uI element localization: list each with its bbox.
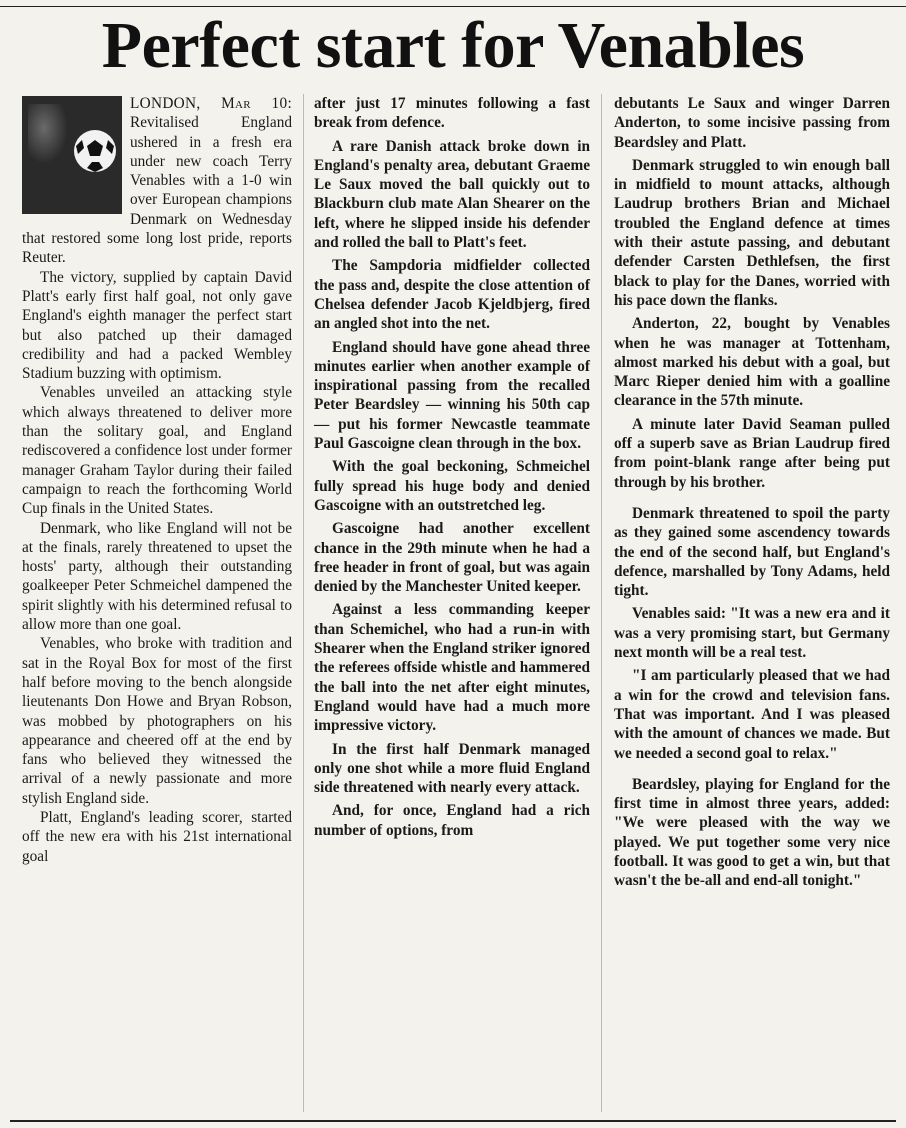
paragraph: Against a less commanding keeper than Schemichel, who had a run-in with Shearer when the England striker ignored the referees offside whistle and hammered the ball into the net after eight minutes, England would have had a much more impressive victory. <box>314 601 590 735</box>
paragraph: Platt, England's leading scorer, started off the new era with his 21st international goal <box>22 808 292 865</box>
paragraph: With the goal beckoning, Schmeichel fully spread his huge body and denied Gascoigne with an outstretched leg. <box>314 458 590 514</box>
paragraph: Denmark threatened to spoil the party as they gained some ascendency towards the end of the second half, but England's defence, marshalled by Tony Adams, held tight. <box>614 504 890 600</box>
paragraph: In the first half Denmark managed only one shot while a more fluid England side threatened with nearly every attack. <box>314 740 590 797</box>
article-column-1 <box>22 94 292 866</box>
paragraph: Gascoigne had another excellent chance in the 29th minute when he had a free header in front of goal, but was again denied by the Manchester United keeper. <box>314 520 590 596</box>
paragraph: And, for once, England had a rich number of options, from <box>314 802 590 839</box>
column-divider <box>303 94 304 1112</box>
paragraph: Venables unveiled an attacking style which always threatened to deliver more than the solitary goal, and England rediscovered a confidence lost under former manager Graham Taylor during their failed campaign to reach the forthcoming World Cup finals in the United States. <box>22 384 292 518</box>
paragraph: Beardsley, playing for England for the first time in almost three years, added: "We were pleased with the way we played. We put together some very nice football. It was good to get a win, but that wasn't the be-all and end-all tonight." <box>614 775 890 890</box>
football-photo <box>22 96 122 214</box>
paragraph: Anderton, 22, bought by Venables when he was manager at Tottenham, almost marked his debut with a goal, but Marc Rieper denied him with a goalline clearance in the 57th minute. <box>614 315 890 410</box>
headline: Perfect start for Venables <box>101 9 805 82</box>
paragraph: Venables said: "It was a new era and it was a very promising start, but Germany next month will be a real test. <box>614 605 890 662</box>
paragraph: after just 17 minutes following a fast break from defence. <box>314 95 590 132</box>
lead-text: Revitalised England ushered in a fresh era under new coach Terry Venables with a 1-0 win over European champions Denmark on Wednesday that restored some long lost pride, reports Reuter. <box>22 114 292 267</box>
paragraph: Denmark, who like England will not be at the finals, rarely threatened to upset the hosts' party, although their outstanding goalkeeper Peter Schmeichel dampened the spirit slightly with his determined refusal to allow more than one goal. <box>22 519 292 634</box>
bottom-rule <box>10 1120 896 1122</box>
paragraph: The Sampdoria midfielder collected the pass and, despite the close attention of Chelsea defender Jacob Kjeldbjerg, fired an angled shot into the net. <box>314 257 590 333</box>
article-column-2 <box>314 94 590 844</box>
football-icon <box>72 126 118 176</box>
paragraph: The victory, supplied by captain David Platt's early first half goal, not only gave England's eighth manager the perfect start but also patched up their damaged credibility and had a packed Wembley Stadium buzzing with optimism. <box>22 268 292 383</box>
paragraph: A minute later David Seaman pulled off a superb save as Brian Laudrup fired from point-blank range after being put through by his brother. <box>614 415 890 491</box>
paragraph: debutants Le Saux and winger Darren Anderton, to some incisive passing from Beardsley and Platt. <box>614 95 890 151</box>
paragraph: England should have gone ahead three minutes earlier when another example of inspirational passing from the recalled Peter Beardsley — winning his 50th cap — put his former Newcastle teammate Paul Gascoigne clean through in the box. <box>314 338 590 453</box>
paragraph: A rare Danish attack broke down in England's penalty area, debutant Graeme Le Saux moved the ball quickly out to Blackburn club mate Alan Shearer on the left, where he slipped inside his defender and rolled the ball to Platt's feet. <box>314 137 590 252</box>
article-column-3 <box>614 94 890 895</box>
paragraph: Denmark struggled to win enough ball in midfield to mount attacks, although Laudrup brothers Brian and Michael troubled the England defence at times with their astute passing, and debutant defender Carsten Dethlefsen, the first black to play for the Danes, worried with his pace down the flanks. <box>614 156 890 309</box>
column-divider <box>601 94 602 1112</box>
paragraph: "I am particularly pleased that we had a win for the crowd and television fans. That was important. And I was pleased with the amount of chances we made. But we needed a second goal to relax." <box>614 667 890 762</box>
paragraph: Venables, who broke with tradition and sat in the Royal Box for most of the first half before moving to the bench alongside lieutenants Don Howe and Bryan Robson, was mobbed by photographers on his appearance and cheered off at the end by fans who believed they witnessed the arrival of a newly passionate and more stylish England side. <box>22 635 292 807</box>
dateline: LONDON, Mar 10: <box>130 95 292 112</box>
